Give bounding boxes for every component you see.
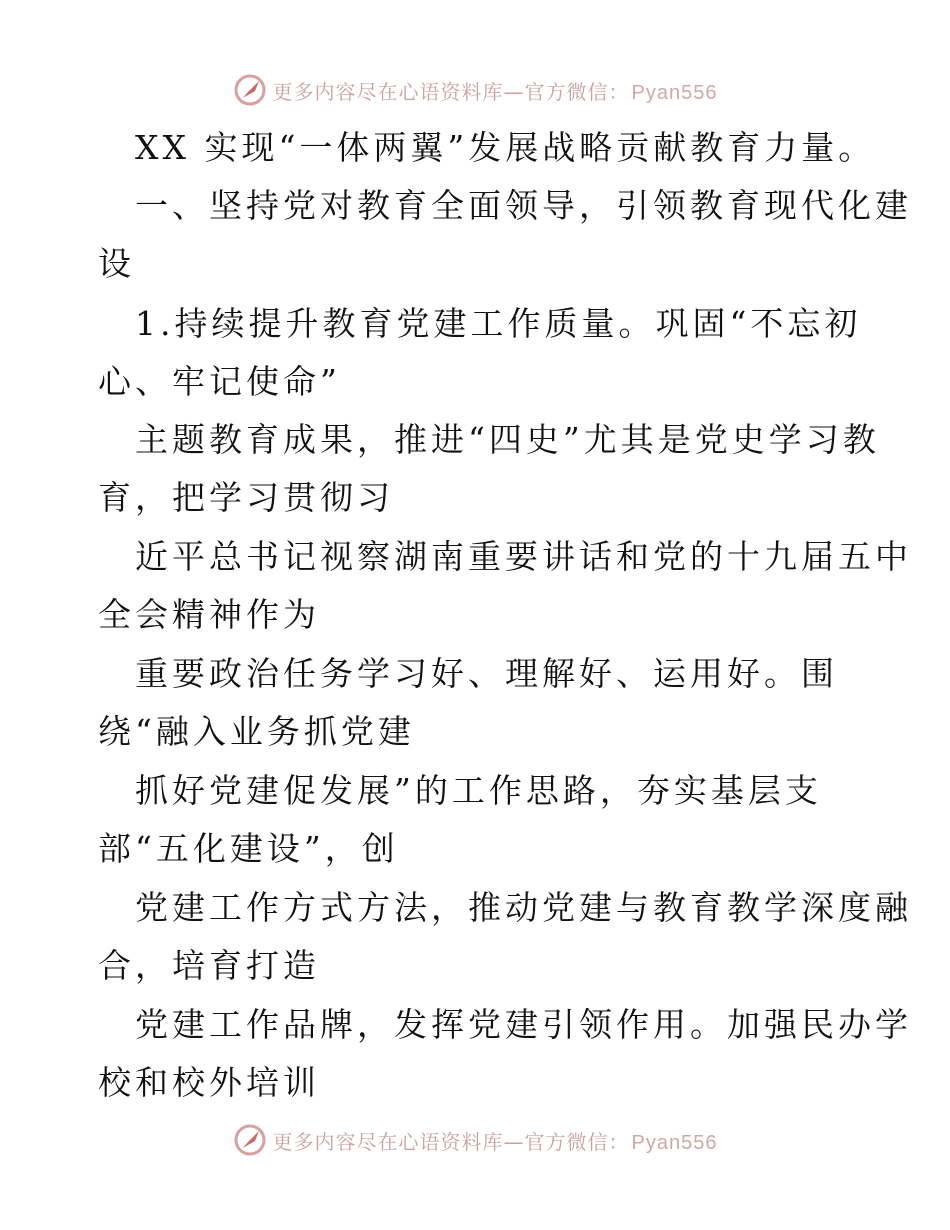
text-line: 育，把学习贯彻习 [98,478,394,517]
footer-watermark [0,1120,950,1160]
text-line: 设 [98,244,135,283]
watermark-text: 更多内容尽在心语资料库—官方微信： Pyan556 [272,79,718,104]
text-line: 合，培育打造 [98,946,320,985]
text-line: XX 实现“一体两翼”发展战略贡献教育力量。 [135,128,876,167]
watermark-text: 更多内容尽在心语资料库—官方微信： Pyan556 [272,1129,718,1154]
text-line: 近平总书记视察湖南重要讲话和党的十九届五中 [135,537,912,576]
text-line: 全会精神作为 [98,595,320,634]
text-line: 绕“融入业务抓党建 [98,712,415,751]
text-line: 校和校外培训 [98,1063,320,1102]
header-watermark [0,70,950,110]
text-line: 重要政治任务学习好、理解好、运用好。围 [135,654,838,693]
text-line: 党建工作方式方法，推动党建与教育教学深度融 [135,888,912,927]
quill-logo-icon [233,73,267,107]
text-line: 心、牢记使命” [98,362,341,401]
text-line: 党建工作品牌，发挥党建引领作用。加强民办学 [135,1005,912,1044]
section-heading: 一、坚持党对教育全面领导，引领教育现代化建 [135,186,912,225]
quill-logo-icon [233,1123,267,1157]
text-line: 主题教育成果，推进“四史”尤其是党史学习教 [135,420,880,459]
subsection-heading: 1.持续提升教育党建工作质量。巩固“不忘初 [135,304,862,343]
text-line: 抓好党建促发展”的工作思路，夯实基层支 [135,771,822,810]
text-line: 部“五化建设”，创 [98,829,399,868]
